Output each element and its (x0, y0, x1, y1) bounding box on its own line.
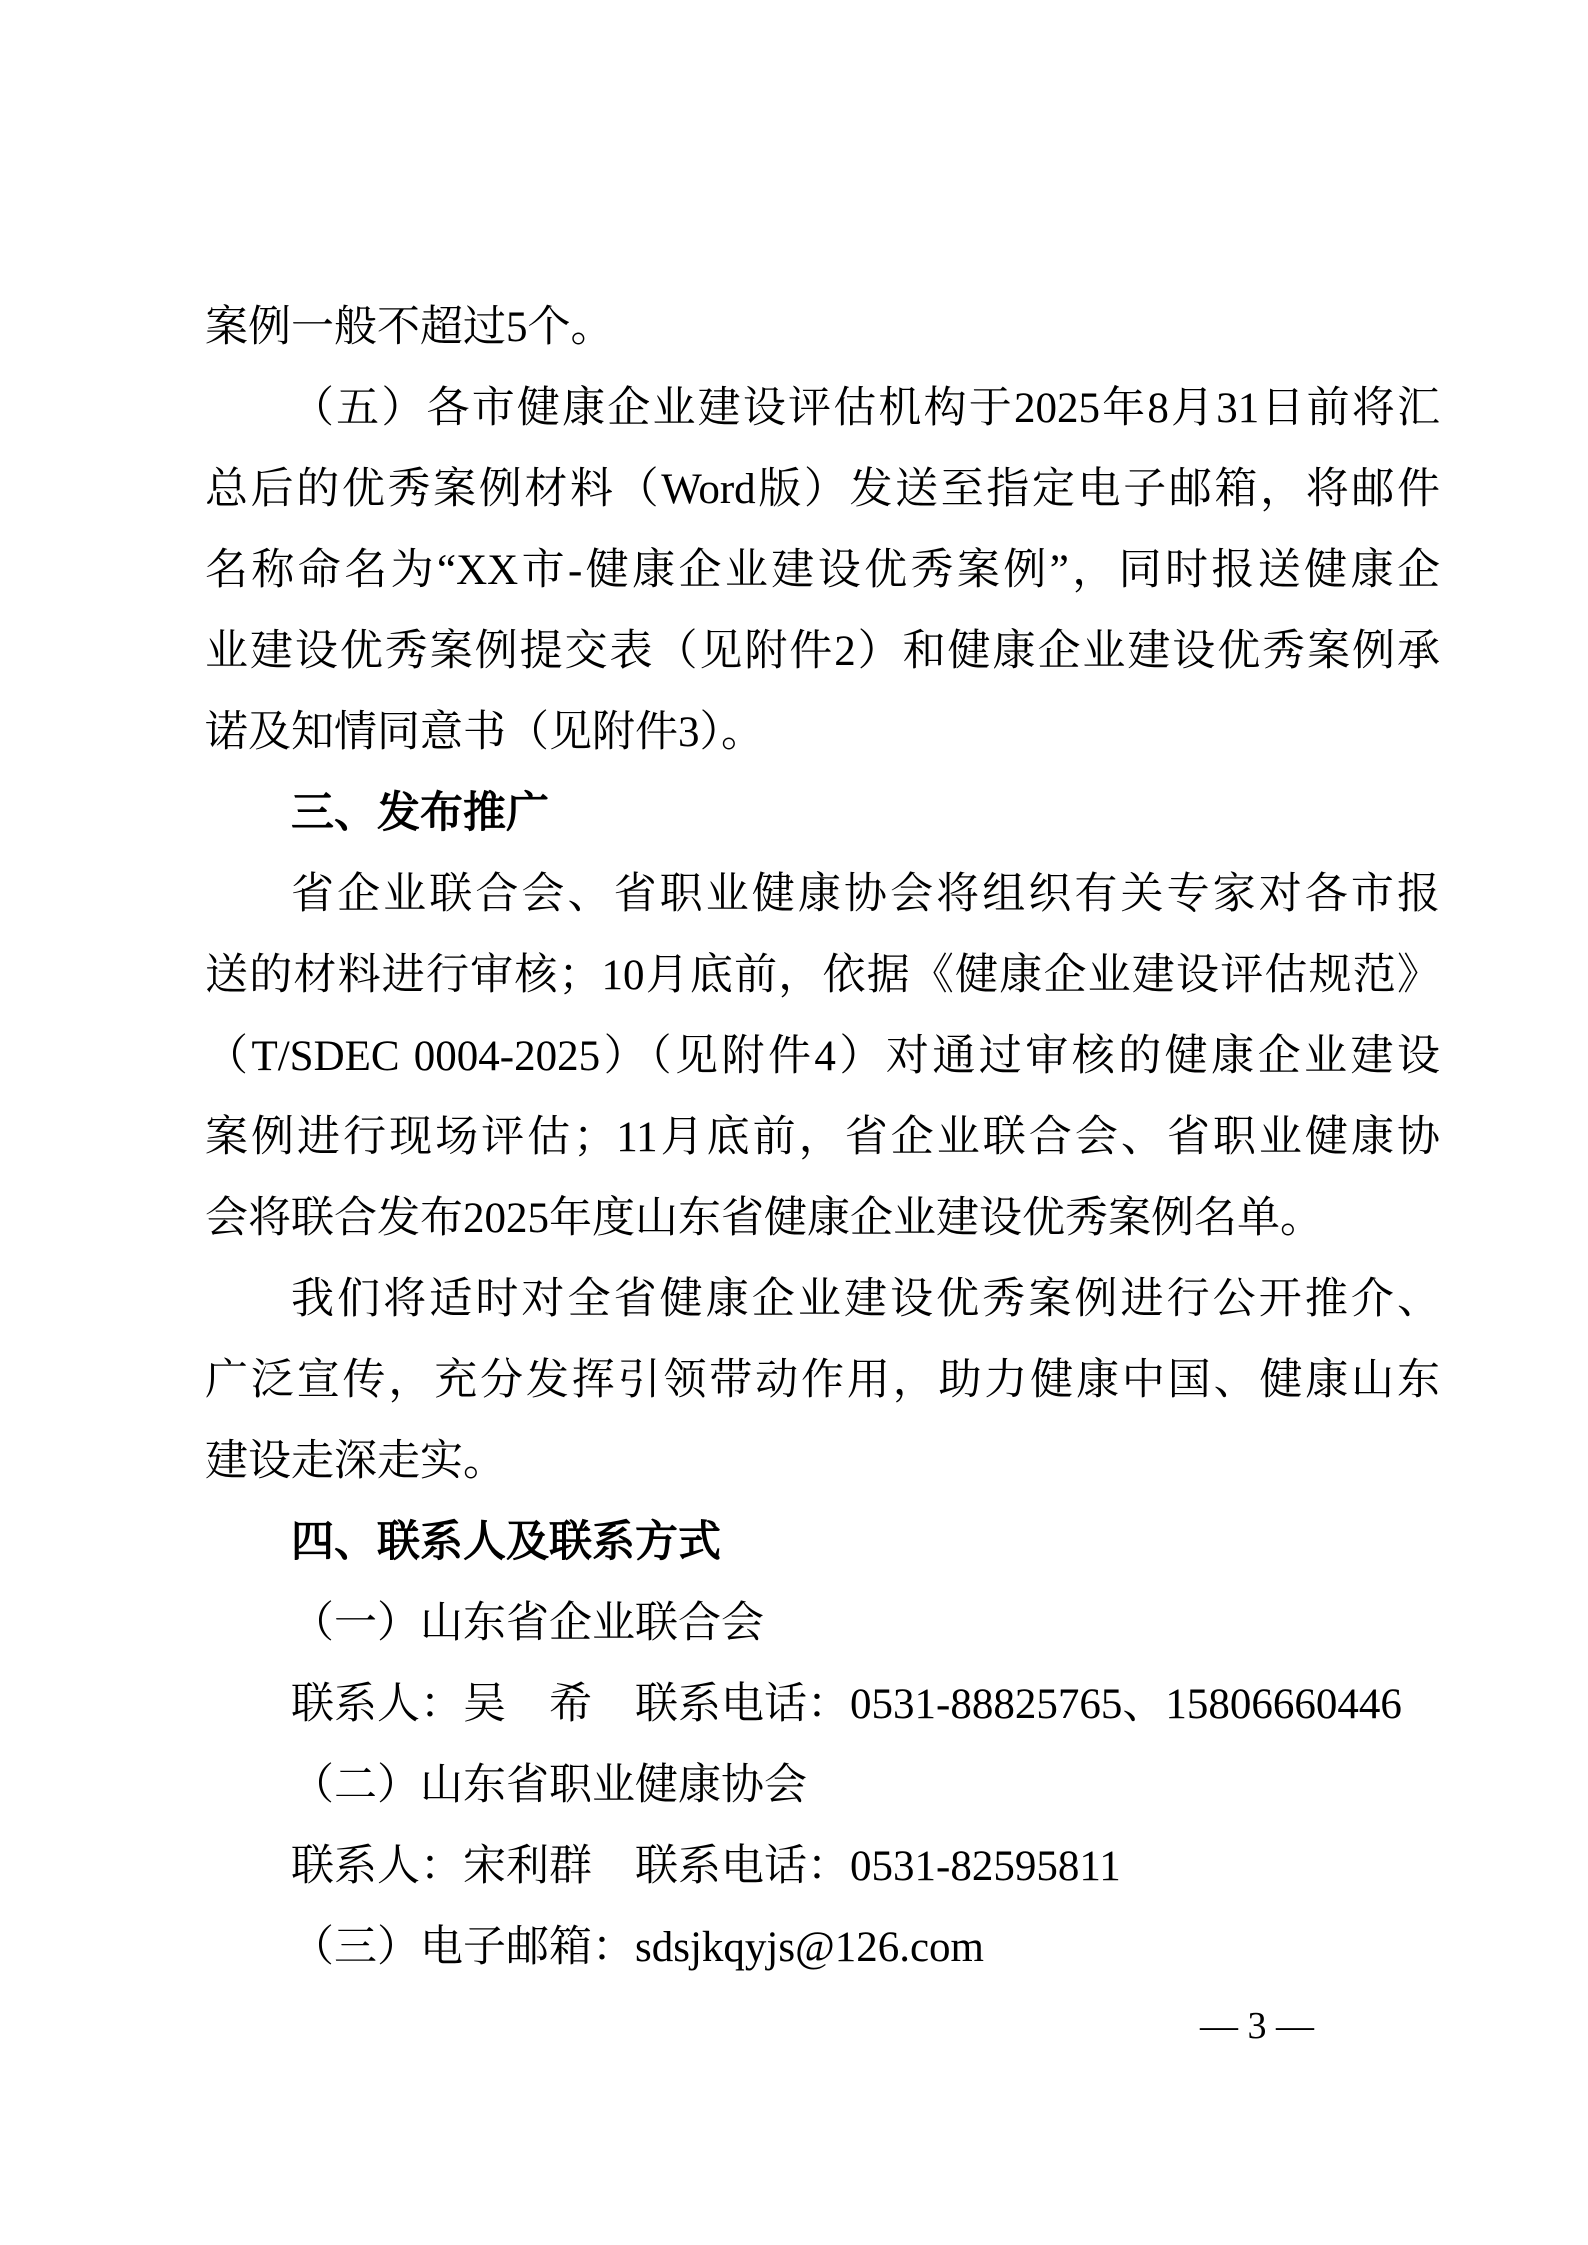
paragraph-line: （五）各市健康企业建设评估机构于2025年8月31日前将汇 (291, 385, 1440, 432)
section-heading-contacts: 四、联系人及联系方式 (291, 1518, 721, 1566)
contact-org-line: （一）山东省企业联合会 (291, 1600, 764, 1647)
paragraph-line: 诺及知情同意书（见附件3）。 (205, 709, 764, 756)
paragraph-line: 送的材料进行审核；10月底前，依据《健康企业建设评估规范》 (205, 952, 1440, 999)
paragraph-line: 案例一般不超过5个。 (205, 304, 614, 351)
paragraph-line: 广泛宣传，充分发挥引领带动作用，助力健康中国、健康山东 (205, 1357, 1440, 1404)
paragraph-line: 名称命名为“XX市-健康企业建设优秀案例”，同时报送健康企 (205, 547, 1440, 594)
paragraph-line: 我们将适时对全省健康企业建设优秀案例进行公开推介、 (291, 1276, 1440, 1323)
contact-email-line: （三）电子邮箱：sdsjkqyjs@126.com (291, 1924, 984, 1971)
page-number: — 3 — (1200, 2005, 1314, 2047)
document-body (205, 287, 1440, 1988)
paragraph-line: 省企业联合会、省职业健康协会将组织有关专家对各市报 (291, 871, 1440, 918)
paragraph-line: 业建设优秀案例提交表（见附件2）和健康企业建设优秀案例承 (205, 628, 1440, 675)
paragraph-line: 建设走深走实。 (205, 1438, 506, 1485)
paragraph-line: 案例进行现场评估；11月底前，省企业联合会、省职业健康协 (205, 1114, 1440, 1161)
section-heading-release: 三、发布推广 (291, 789, 549, 837)
paragraph-line: （T/SDEC 0004-2025）（见附件4）对通过审核的健康企业建设 (205, 1033, 1440, 1080)
contact-person-line: 联系人：宋利群 联系电话：0531-82595811 (291, 1843, 1121, 1890)
paragraph-line: 总后的优秀案例材料（Word版）发送至指定电子邮箱，将邮件 (205, 466, 1440, 513)
contact-org-line: （二）山东省职业健康协会 (291, 1762, 807, 1809)
contact-person-line: 联系人：吴 希 联系电话：0531-88825765、15806660446 (291, 1681, 1402, 1728)
paragraph-line: 会将联合发布2025年度山东省健康企业建设优秀案例名单。 (205, 1195, 1323, 1242)
